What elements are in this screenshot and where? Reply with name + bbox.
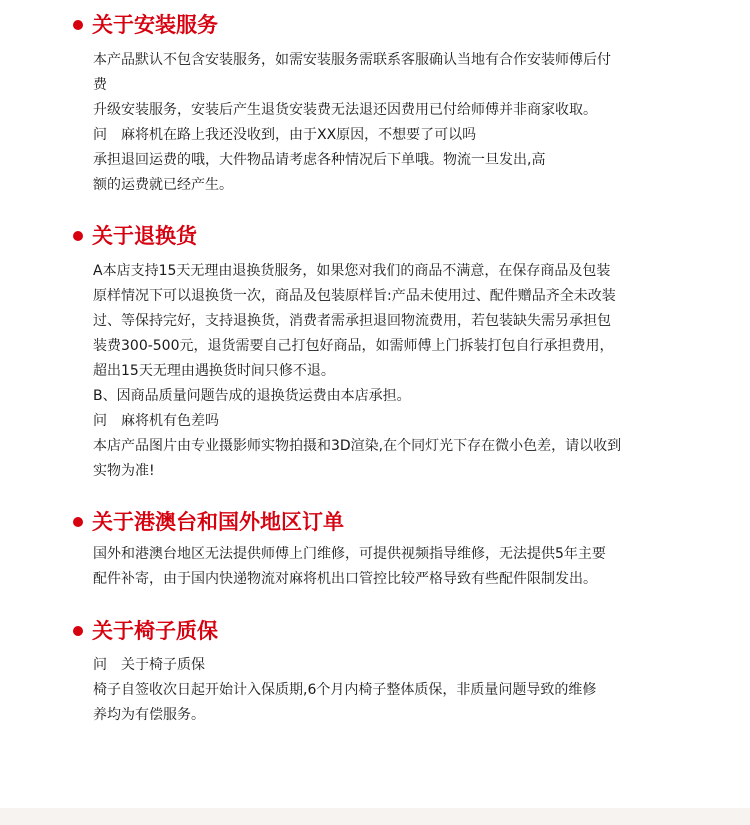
text-line: 承担退回运费的哦，大件物品请考虑各种情况后下单哦。物流一旦发出,高	[93, 152, 546, 168]
bullet-dot-icon	[73, 20, 83, 30]
text-line: 问 关于椅子质保	[93, 657, 205, 673]
text-line: A本店支持15天无理由退换货服务，如果您对我们的商品不满意，在保存商品及包装	[93, 263, 611, 279]
text-line: 费	[93, 77, 107, 93]
section-returns	[0, 218, 750, 479]
section-overseas-orders	[0, 504, 750, 587]
text-line: 问 麻将机在路上我还没收到，由于XX原因，不想要了可以吗	[93, 127, 477, 143]
bullet-dot-icon	[73, 517, 83, 527]
text-line: 椅子自签收次日起开始计入保质期,6个月内椅子整体质保，非质量问题导致的维修	[93, 682, 597, 698]
text-line: 超出15天无理由遇换货时间只修不退。	[93, 363, 335, 379]
section-header	[0, 7, 750, 43]
text-line: 本产品默认不包含安装服务，如需安装服务需联系客服确认当地有合作安装师傅后付	[93, 52, 611, 68]
text-line: 养均为有偿服务。	[93, 707, 205, 723]
section-title: 关于退换货	[92, 224, 197, 248]
section-body	[93, 259, 668, 484]
text-line: 配件补寄，由于国内快递物流对麻将机出口管控比较严格导致有些配件限制发出。	[93, 571, 597, 587]
section-header	[0, 613, 750, 649]
text-line: 升级安装服务，安装后产生退货安装费无法退还因费用已付给师傅并非商家收取。	[93, 102, 597, 118]
section-title: 关于椅子质保	[92, 619, 218, 643]
section-body	[93, 653, 668, 728]
section-body	[93, 48, 668, 198]
text-line: 国外和港澳台地区无法提供师傅上门维修，可提供视频指导维修，无法提供5年主要	[93, 546, 606, 562]
text-line: 过、等保持完好，支持退换货，消费者需承担退回物流费用，若包装缺失需另承担包	[93, 313, 611, 329]
bullet-dot-icon	[73, 626, 83, 636]
text-line: 实物为准!	[93, 463, 155, 479]
section-header	[0, 218, 750, 254]
section-installation	[0, 7, 750, 193]
footer-strip	[0, 808, 750, 825]
section-header	[0, 504, 750, 540]
text-line: 问 麻将机有色差吗	[93, 413, 219, 429]
text-line: 原样情况下可以退换货一次，商品及包装原样旨:产品未使用过、配件赠品齐全未改装	[93, 288, 616, 304]
section-title: 关于安装服务	[92, 13, 218, 37]
text-line: 额的运费就已经产生。	[93, 177, 233, 193]
section-chair-warranty	[0, 613, 750, 723]
section-title: 关于港澳台和国外地区订单	[92, 510, 344, 534]
text-line: B、因商品质量问题告成的退换货运费由本店承担。	[93, 388, 411, 404]
section-body	[93, 542, 668, 592]
text-line: 本店产品图片由专业摄影师实物拍摄和3D渲染,在个同灯光下存在微小色差，请以收到	[93, 438, 622, 454]
text-line: 装费300-500元，退货需要自己打包好商品，如需师傅上门拆装打包自行承担费用，	[93, 338, 614, 354]
bullet-dot-icon	[73, 231, 83, 241]
